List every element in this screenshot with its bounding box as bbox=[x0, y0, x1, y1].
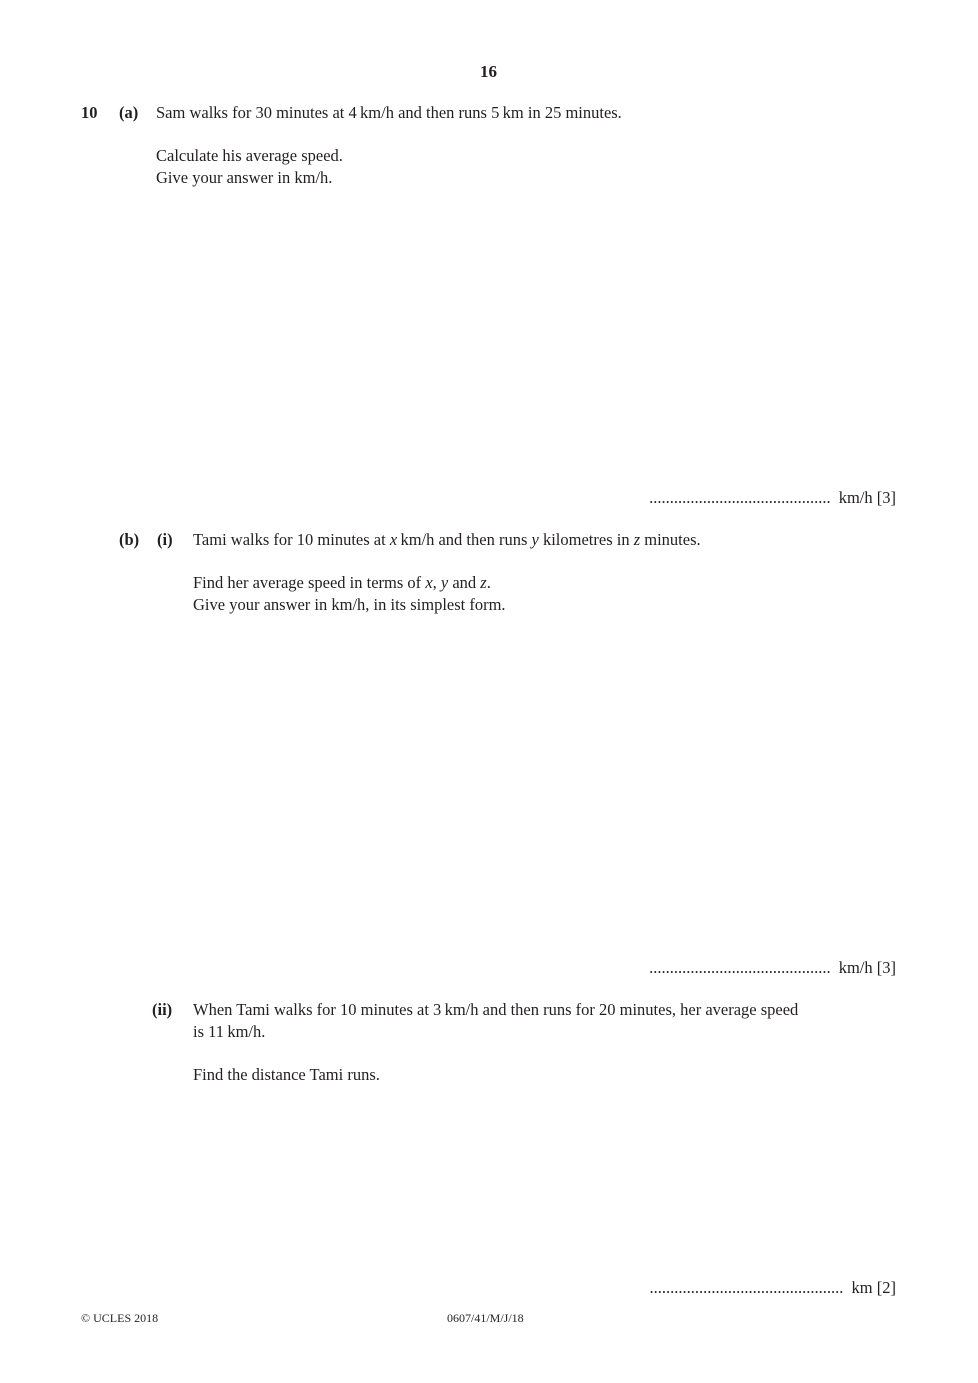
answer-dots: ............................................ bbox=[649, 958, 831, 977]
part-a-instruction-2: Give your answer in km/h. bbox=[156, 168, 333, 187]
answer-unit-marks: km/h [3] bbox=[838, 958, 896, 977]
part-b-i-stem: Tami walks for 10 minutes at x km/h and then runs y kilometres in z minutes. bbox=[193, 530, 701, 549]
part-b-i-instruction-1: Find her average speed in terms of x, y and z. bbox=[193, 573, 491, 592]
part-b-ii-answer-line[interactable] bbox=[650, 1280, 896, 1297]
part-a-stem: Sam walks for 30 minutes at 4 km/h and then runs 5 km in 25 minutes. bbox=[156, 103, 622, 122]
answer-unit-marks: km/h [3] bbox=[838, 488, 896, 507]
part-a-instruction-1: Calculate his average speed. bbox=[156, 146, 343, 165]
part-b-ii-stem-line-1: When Tami walks for 10 minutes at 3 km/h and then runs for 20 minutes, her average speed bbox=[193, 1000, 799, 1019]
question-number: 10 bbox=[81, 103, 98, 122]
part-b-label: (b) bbox=[119, 530, 140, 549]
part-a-answer-line[interactable] bbox=[649, 490, 896, 507]
part-b-ii-stem-line-2: is 11 km/h. bbox=[193, 1022, 266, 1041]
part-a-label: (a) bbox=[119, 103, 139, 122]
answer-dots: ............................................ bbox=[649, 488, 831, 507]
footer-paper-code: 0607/41/M/J/18 bbox=[447, 1311, 524, 1325]
page-number: 16 bbox=[480, 62, 497, 81]
part-b-i-instruction-2: Give your answer in km/h, in its simplest form. bbox=[193, 595, 506, 614]
answer-dots: ............................................... bbox=[649, 1278, 844, 1297]
part-b-ii-instruction: Find the distance Tami runs. bbox=[193, 1065, 380, 1084]
answer-unit-marks: km [2] bbox=[851, 1278, 896, 1297]
footer-copyright: © UCLES 2018 bbox=[81, 1311, 159, 1325]
part-b-ii-label: (ii) bbox=[152, 1000, 173, 1019]
part-b-i-label: (i) bbox=[157, 530, 173, 549]
part-b-i-answer-line[interactable] bbox=[649, 960, 896, 977]
